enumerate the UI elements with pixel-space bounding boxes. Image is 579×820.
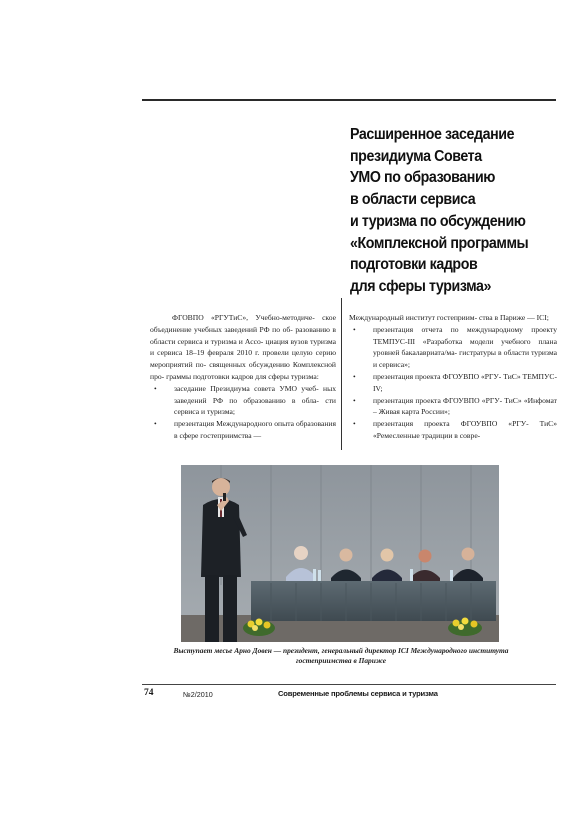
bullet-icon: • <box>353 324 356 334</box>
article-headline <box>350 124 545 298</box>
list-item: • презентация отчета по международному проекту ТЕМПУС-III «Разработка модели учебного плана уровней бакалавриата/ма- гистратуры в области туризма и сервиса»; <box>353 324 557 370</box>
bullet-icon: • <box>154 383 157 393</box>
journal-title: Современные проблемы сервиса и туризма <box>278 689 438 698</box>
list-item: • заседание Президиума совета УМО учеб- ных заведений РФ по образованию в обла- сти сервиса и туризма; <box>154 383 336 417</box>
page-number: 74 <box>144 688 154 698</box>
headline-line: и туризма по обсуждению <box>350 212 526 230</box>
headline-line: президиума Совета <box>350 147 482 165</box>
photo-illustration <box>181 465 499 642</box>
list-item: • презентация проекта ФГОУВПО «РГУ- ТиС» ТЕМПУС-IV; <box>353 371 558 393</box>
conference-photo <box>181 465 499 642</box>
list-item: • презентация Международного опыта образования в сфере гостеприимства — <box>154 419 336 440</box>
event-list <box>349 324 557 442</box>
bullet-icon: • <box>353 419 356 429</box>
continuation-paragraph: Международный институт гостеприим- ства в Париже — ICI; <box>349 313 549 322</box>
issue-number: №2/2010 <box>183 690 213 699</box>
presidium-table <box>251 581 496 621</box>
headline-line: Расширенное заседание <box>350 126 515 143</box>
bullet-icon: • <box>353 371 356 381</box>
article-column-right <box>349 312 557 442</box>
footer-rule <box>142 684 556 685</box>
bullet-icon: • <box>154 419 157 429</box>
headline-line: подготовки кадров <box>350 256 478 274</box>
bullet-icon: • <box>353 395 356 405</box>
headline-line: УМО по образованию <box>350 169 496 187</box>
column-divider <box>341 298 342 450</box>
headline-line: в области сервиса <box>350 191 476 209</box>
list-item: • презентация проекта ФГОУВПО «РГУ- ТиС» «Ремесленные традиции в совре- <box>353 419 557 440</box>
photo-caption: Выступает месье Арно Довен — президент, генеральный директор ICI Международного института гостеприимства в Париже <box>173 646 509 666</box>
list-item: • презентация проекта ФГОУВПО «РГУ- ТиС» «Инфомат – Живая карта России»; <box>353 395 557 417</box>
article-column-left <box>150 312 336 442</box>
top-rule <box>142 99 556 101</box>
headline-line: «Комплексной программы <box>350 234 529 252</box>
intro-paragraph: ФГОВПО «РГУТиС», Учебно-методиче- ское объединение учебных заведений РФ по об- разованию в области сервиса и туризма и Ассо- циация вузов туризма и сервиса 18–19 февраля 2010 г. провели целую серию мероприятий по- священных обсуждению Комплексной про- граммы подготовки кадров для сферы туризма: <box>150 313 337 381</box>
headline-line: для сферы туризма» <box>350 277 492 295</box>
event-list <box>150 383 336 442</box>
